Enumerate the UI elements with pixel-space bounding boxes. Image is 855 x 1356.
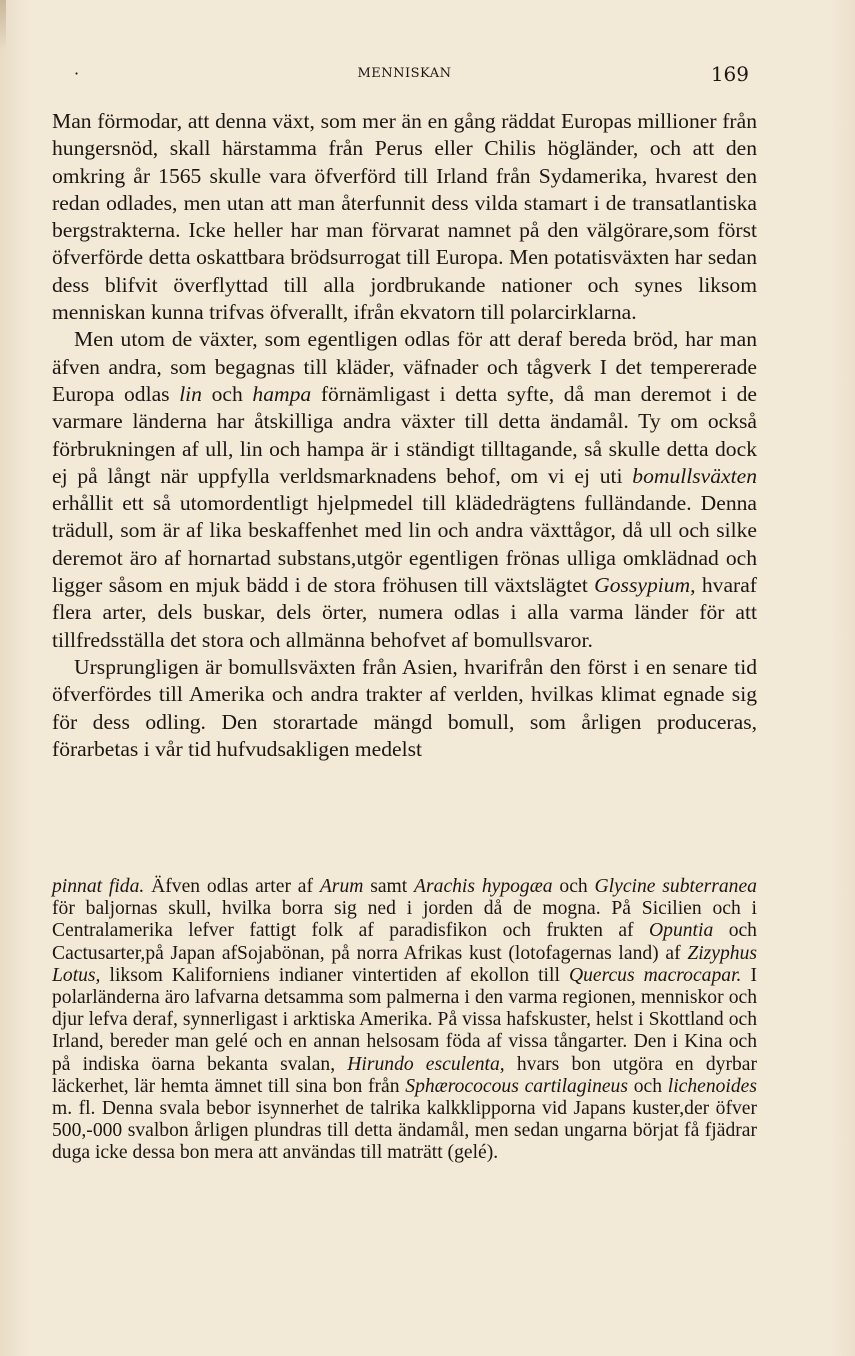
italic-term: lichenoides: [667, 1075, 757, 1097]
italic-term: Quercus macrocapar.: [568, 964, 742, 986]
italic-term: lin: [179, 381, 202, 406]
text-run: Man förmodar, att denna växt, som mer än en gång räddat Europas millioner från hungersnöd, skall härstamma från Perus eller Chilis högländer, och att den omkring år 1565 skulle vara öfverförd till Irland från Sydamerika, hvarest den redan odlades, men utan att man återfunnit dess vilda stamart i de transatlantiska bergstrakterna. Icke heller har man förvarat namnet på den välgörare,som först öfverförde detta oskattbara brödsurrogat till Europa. Men potatisväxten har sedan dess blifvit överflyttad till alla jordbrukande nationer och synes liksom menniskan kunna trifvas öfverallt, ifrån ekvatorn till polarcirklarna.: [52, 109, 757, 325]
page-header: [52, 62, 757, 90]
italic-term: bomullsväxten: [632, 463, 757, 488]
footnote-text: [52, 876, 757, 1165]
page-number: 169: [710, 62, 749, 86]
italic-term: Zizyphus Lotus,: [52, 942, 757, 986]
italic-term: pinnat fida.: [52, 876, 145, 897]
text-run: I polarländerna äro lafvarna detsamma som palmerna i den varma regionen, menniskor och djur lefva deraf, synnerligast i arktiska Amerika. På vissa hafskuster, helst i Skottland och Irland, bereder man gelé och en annan helsosam föda af vissa tångarter. Den i Kina och på indiska öarna bekanta svalan,: [52, 964, 757, 1075]
header-marker: ·: [74, 64, 80, 83]
italic-term: Hirundo esculenta,: [347, 1053, 505, 1075]
italic-term: Arachis hypogæa: [414, 876, 553, 897]
text-run: samt: [363, 876, 415, 897]
text-run: hvaraf flera arter, dels buskar, dels örter, numera odlas i alla varma länder för att tillfredsställa det stora och allmänna behofvet af bomullsvaror.: [52, 573, 758, 652]
text-run: Ursprungligen är bomullsväxten från Asien, hvarifrån den först i en senare tid öfverfördes till Amerika och andra trakter af verlden, hvilkas klimat egnade sig för dess odling. Den storartade mängd bomull, som årligen produceras, förarbetas i vår tid hufvudsakligen medelst: [52, 654, 757, 761]
paragraph-2: [52, 326, 757, 654]
text-run: hvars bon utgöra en dyrbar läckerhet, lär hemta ämnet till sina bon från: [52, 1053, 757, 1097]
paragraph-3: [52, 654, 757, 763]
italic-term: Opuntia: [649, 920, 714, 942]
italic-term: Arum: [319, 876, 364, 897]
text-run: och: [201, 381, 253, 406]
text-run: Men utom de växter, som egentligen odlas för att deraf bereda bröd, har man äfven andra, som begagnas till kläder, väfnader och tågverk I det tempererade Europa odlas: [52, 327, 757, 406]
text-run: Äfven odlas arter af: [144, 876, 320, 897]
italic-term: Glycine subterranea: [594, 876, 757, 897]
text-run: och: [552, 876, 595, 897]
text-run: och Cactusarter,på Japan afSojabönan, på norra Afrikas kust (lotofagernas land) af: [52, 920, 757, 964]
text-run: erhållit ett så utomordentligt hjelpmedel till klädedrägtens fulländande. Denna trädull, som är af lika beskaffenhet med lin och andra växttågor, då ull och silke deremot äro af hornartad substans,utgör egentligen frönas ulliga omklädnad och ligger såsom en mjuk bädd i de stora fröhusen till växtslägtet: [52, 491, 757, 598]
text-run: och: [627, 1075, 668, 1097]
footnote: [52, 876, 757, 1165]
page-gutter-shadow: [0, 0, 6, 50]
paragraph-1: [52, 108, 757, 326]
text-run: m. fl. Denna svala bebor isynnerhet de talrika kalkklipporna vid Japans kuster,der öfver 500,-000 svalbon årligen plundras till detta ändamål, men sedan ungarna börjat få fjädrar duga icke dessa bon mera att användas till maträtt (gelé).: [52, 1098, 757, 1164]
text-run: liksom Kaliforniens indianer vintertiden af ekollon till: [100, 964, 569, 986]
italic-term: hampa: [252, 381, 312, 406]
running-title: MENNISKAN: [357, 66, 452, 81]
text-run: förnämligast i detta syfte, då man deremot i de varmare länderna har åtskilliga andra växter till detta ändamål. Ty om också förbrukningen af ull, lin och hampa är i ständigt tilltagande, så skulle detta dock ej på långt när uppfylla verldsmarknadens behof, om vi ej uti: [52, 381, 757, 488]
italic-term: Sphærococous cartilagineus: [405, 1075, 628, 1097]
main-text: [52, 108, 757, 763]
text-run: för baljornas skull, hvilka borra sig ned i jorden då de mogna. På Sicilien och i Centralamerika lefver fattigt folk af paradisfikon och frukten af: [52, 898, 757, 942]
italic-term: Gossypium,: [594, 573, 696, 598]
